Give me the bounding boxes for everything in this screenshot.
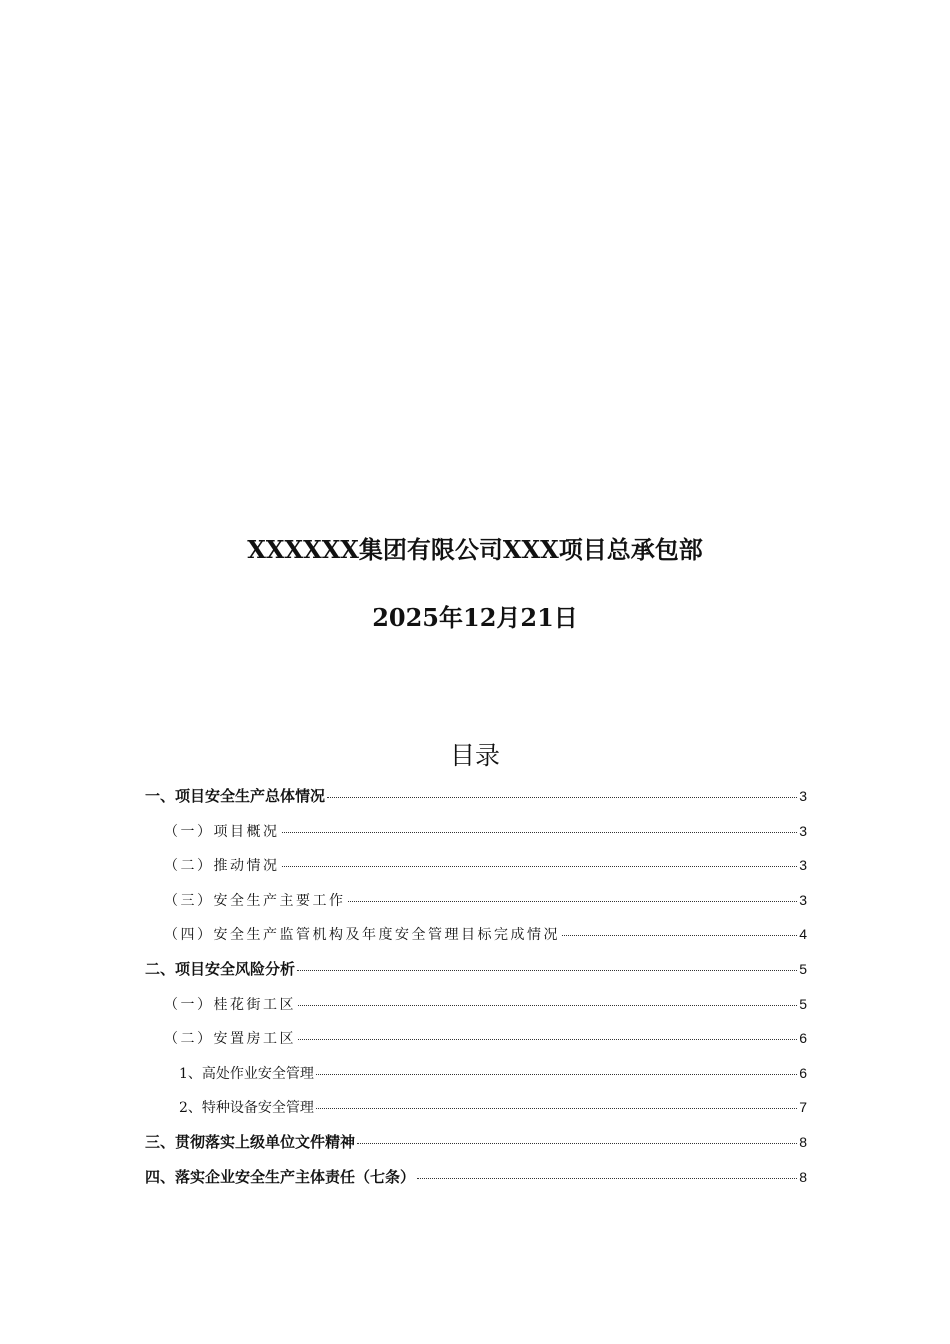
toc-dot-leader <box>297 969 797 971</box>
toc-entry-page-number: 5 <box>799 960 807 977</box>
toc-entry-page-number: 8 <box>799 1133 807 1150</box>
toc-dot-leader <box>417 1177 797 1179</box>
toc-entry-page-number: 6 <box>799 1030 807 1047</box>
toc-entry[interactable] <box>145 1125 807 1160</box>
toc-entry[interactable] <box>145 779 807 814</box>
toc-dot-leader <box>327 796 797 798</box>
toc-entry-title: 一、项目安全生产总体情况 <box>145 787 326 805</box>
toc-entry-title: 2、特种设备安全管理 <box>179 1100 314 1117</box>
toc-entry[interactable] <box>145 1021 807 1056</box>
toc-entry-title: 四、落实企业安全生产主体责任（七条） <box>145 1167 416 1186</box>
toc-dot-leader <box>316 1107 797 1109</box>
toc-dot-leader <box>562 934 797 936</box>
toc-entry-page-number: 3 <box>799 857 807 874</box>
toc-entry-page-number: 5 <box>799 995 807 1012</box>
toc-entry-page-number: 3 <box>799 822 807 839</box>
cover-title: XXXXXX集团有限公司XXX项目总承包部 <box>247 535 703 564</box>
toc-entry[interactable] <box>145 1090 807 1125</box>
toc-entry-title: （一）项目概况 <box>164 823 280 840</box>
toc-dot-leader <box>357 1142 797 1144</box>
toc-entry-page-number: 7 <box>799 1099 807 1116</box>
toc-dot-leader <box>348 900 798 902</box>
toc-entry[interactable] <box>145 848 807 883</box>
toc-entry-page-number: 3 <box>799 891 807 908</box>
toc-entry-page-number: 3 <box>799 788 807 804</box>
toc-entry-page-number: 6 <box>799 1064 807 1081</box>
toc-dot-leader <box>316 1073 797 1075</box>
toc-entry-title: （三）安全生产主要工作 <box>164 892 346 909</box>
toc-entry[interactable] <box>145 814 807 849</box>
toc-heading: 目录 <box>449 741 500 770</box>
toc-entry-title: （四）安全生产监管机构及年度安全管理目标完成情况 <box>164 927 560 944</box>
toc-entry[interactable] <box>145 883 807 918</box>
toc-entry-page-number: 4 <box>799 926 807 943</box>
toc-entry[interactable] <box>145 1056 807 1091</box>
toc-entry[interactable] <box>145 952 807 987</box>
toc-entry-title: （一）桂花街工区 <box>164 996 296 1013</box>
toc-entry[interactable] <box>145 917 807 952</box>
toc-dot-leader <box>298 1038 797 1040</box>
toc-entry-title: （二）推动情况 <box>164 858 280 875</box>
toc-entry[interactable] <box>145 987 807 1022</box>
toc-entry-title: （二）安置房工区 <box>164 1031 296 1048</box>
toc-dot-leader <box>282 865 798 867</box>
table-of-contents <box>145 779 807 1194</box>
toc-entry-title: 二、项目安全风险分析 <box>145 959 296 978</box>
toc-dot-leader <box>298 1004 797 1006</box>
toc-entry-page-number: 8 <box>799 1168 807 1185</box>
toc-entry-title: 三、贯彻落实上级单位文件精神 <box>145 1132 356 1151</box>
cover-date: 2025年12月21日 <box>372 603 578 632</box>
toc-entry[interactable] <box>145 1160 807 1195</box>
toc-entry-title: 1、高处作业安全管理 <box>179 1065 314 1082</box>
toc-dot-leader <box>282 831 798 833</box>
